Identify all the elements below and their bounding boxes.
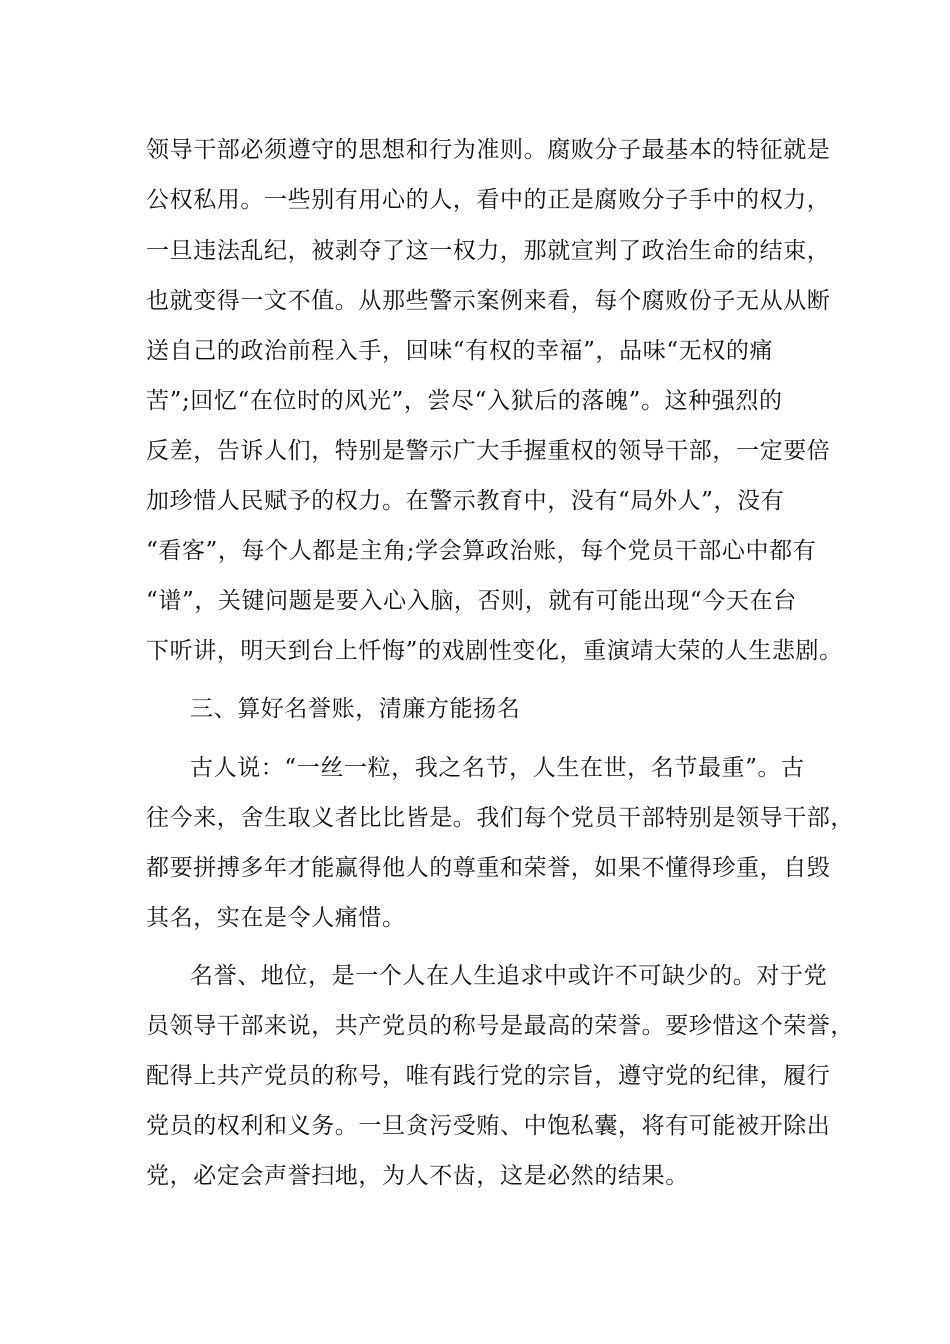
- text-line: 都要拼搏多年才能赢得他人的尊重和荣誉，如果不懂得珍重，自毁: [146, 855, 831, 881]
- text-line: 公权私用。一些别有用心的人，看中的正是腐败分子手中的权力，: [146, 187, 831, 213]
- text-line: 名誉、地位，是一个人在人生追求中或许不可缺少的。对于党: [190, 963, 828, 989]
- text-line: 配得上共产党员的称号，唯有践行党的宗旨，遵守党的纪律，履行: [146, 1063, 831, 1089]
- text-line: 古人说：“一丝一粒，我之名节，人生在世，名节最重”。古: [190, 755, 805, 781]
- text-line: 送自己的政治前程入手，回味“有权的幸福”，品味“无权的痛: [146, 338, 774, 364]
- section-heading: 三、算好名誉账，清廉方能扬名: [190, 696, 521, 722]
- text-line: 下听讲，明天到台上忏悔”的戏剧性变化，重演靖大荣的人生悲剧。: [146, 638, 843, 664]
- text-line: 党员的权利和义务。一旦贪污受贿、中饱私囊，将有可能被开除出: [146, 1113, 831, 1139]
- text-line: 苦”;回忆“在位时的风光”，尝尽“入狱后的落魄”。这种强烈的: [146, 388, 783, 414]
- text-line: 往今来，舍生取义者比比皆是。我们每个党员干部特别是领导干部，: [146, 805, 854, 831]
- text-line: 加珍惜人民赋予的权力。在警示教育中，没有“局外人”，没有: [146, 488, 785, 514]
- text-line: 领导干部必须遵守的思想和行为准则。腐败分子最基本的特征就是: [146, 137, 831, 163]
- text-line: 党，必定会声誉扫地，为人不齿，这是必然的结果。: [146, 1163, 689, 1189]
- text-line: 一旦违法乱纪，被剥夺了这一权力，那就宣判了政治生命的结束，: [146, 238, 831, 264]
- text-line: 其名，实在是令人痛惜。: [146, 905, 406, 931]
- text-line: 员领导干部来说，共产党员的称号是最高的荣誉。要珍惜这个荣誉，: [146, 1013, 854, 1039]
- text-line: “看客”，每个人都是主角;学会算政治账，每个党员干部心中都有: [146, 538, 817, 564]
- text-line: “谱”，关键问题是要入心入脑，否则，就有可能出现“今天在台: [146, 588, 797, 614]
- text-line: 也就变得一文不值。从那些警示案例来看，每个腐败份子无从从断: [146, 288, 831, 314]
- text-line: 反差，告诉人们，特别是警示广大手握重权的领导干部，一定要倍: [146, 438, 831, 464]
